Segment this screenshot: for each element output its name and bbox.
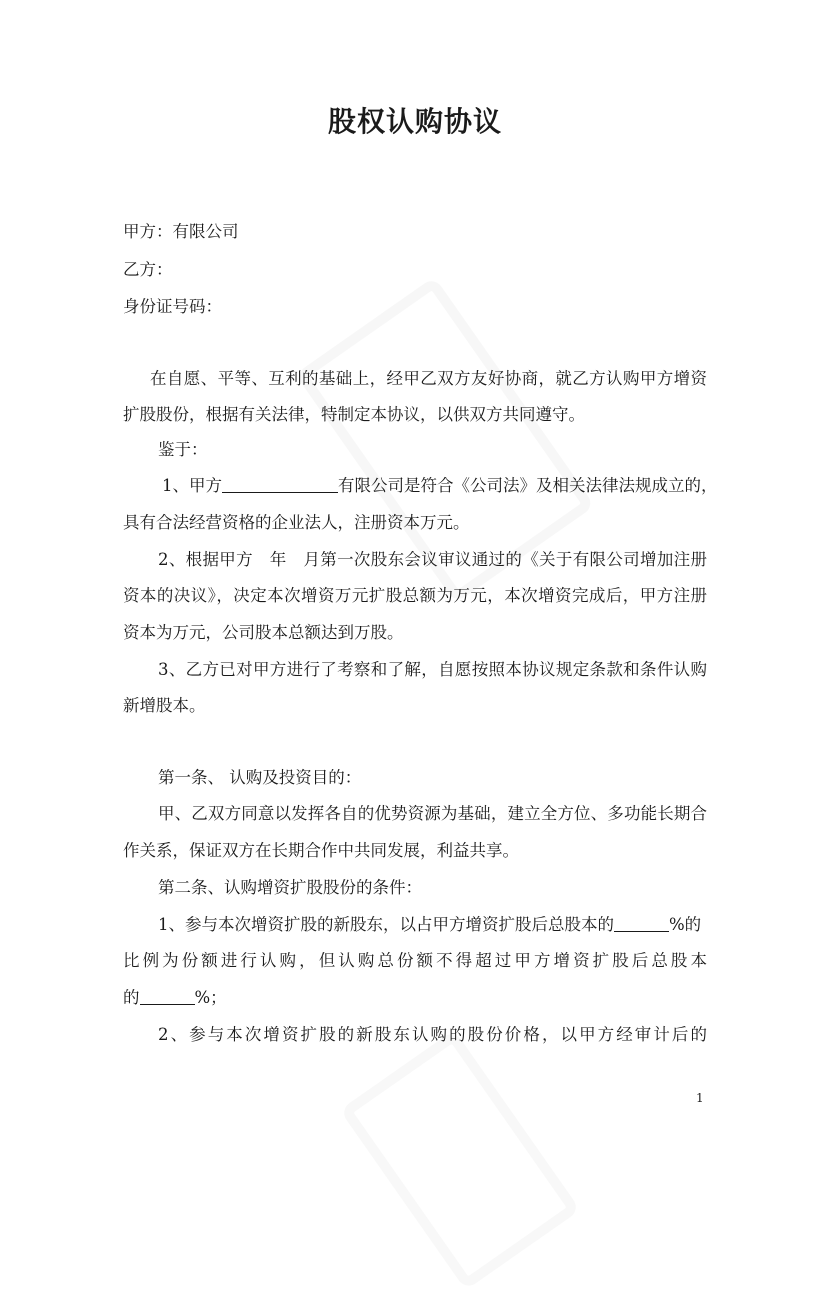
item1-line-2: 具有合法经营资格的企业法人，注册资本万元。: [123, 513, 470, 532]
item2-line-3: 资本为万元，公司股本总额达到万股。: [123, 623, 404, 642]
article2-heading: 第二条、认购增资扩股股份的条件：: [158, 878, 422, 897]
intro-line-2: 扩股股份，根据有关法律，特制定本协议，以供双方共同遵守。: [123, 405, 585, 424]
id-number-line: 身份证号码：: [123, 297, 222, 316]
item1-text-after: 有限公司是符合《公司法》及相关法律法规成立的，: [338, 476, 718, 495]
watermark-bottom: [340, 1030, 581, 1290]
item3-line-1: 3、乙方已对甲方进行了考察和了解，自愿按照本协议规定条款和条件认购: [158, 660, 707, 679]
item2-line-2: 资本的决议》，决定本次增资万元扩股总额为万元，本次增资完成后，甲方注册: [123, 586, 707, 605]
clause1-text-before: 1、参与本次增资扩股的新股东，以占甲方增资扩股后总股本的: [158, 915, 614, 934]
article1-line-1: 甲、乙双方同意以发挥各自的优势资源为基础，建立全方位、多功能长期合: [158, 804, 707, 823]
article2-clause1-line-2: 比例为份额进行认购，但认购总份额不得超过甲方增资扩股后总股本: [123, 951, 707, 970]
item3-line-2: 新增股本。: [123, 696, 206, 715]
clause1-text-after: %的: [669, 915, 702, 934]
article1-heading: 第一条、 认购及投资目的：: [158, 768, 362, 787]
clause1-percent-blank: [614, 913, 669, 932]
item2-line-1: 2、根据甲方 年 月第一次股东会议审议通过的《关于有限公司增加注册: [158, 550, 707, 569]
item1-line-1: [162, 472, 718, 496]
article2-clause1-line-3: [123, 984, 227, 1008]
clause1-line3-before: 的: [123, 988, 140, 1007]
intro-line-1: 在自愿、平等、互利的基础上，经甲乙双方友好协商，就乙方认购甲方增资: [150, 369, 707, 388]
article2-clause1-line-1: [158, 911, 701, 935]
clause1-total-percent-blank: [140, 986, 195, 1005]
document-title: 股权认购协议: [327, 105, 502, 138]
item1-text-before: 1、甲方: [162, 476, 222, 495]
party-a-line: 甲方：有限公司: [123, 222, 239, 241]
article1-line-2: 作关系，保证双方在长期合作中共同发展，利益共享。: [123, 841, 519, 860]
item1-blank: [222, 474, 338, 493]
clause1-line3-after: %；: [194, 988, 227, 1007]
page-number: 1: [696, 1091, 704, 1105]
whereas-label: 鉴于：: [158, 440, 208, 459]
party-b-line: 乙方：: [123, 260, 173, 279]
article2-clause2-line-1: 2、参与本次增资扩股的新股东认购的股份价格，以甲方经审计后的: [158, 1025, 707, 1044]
